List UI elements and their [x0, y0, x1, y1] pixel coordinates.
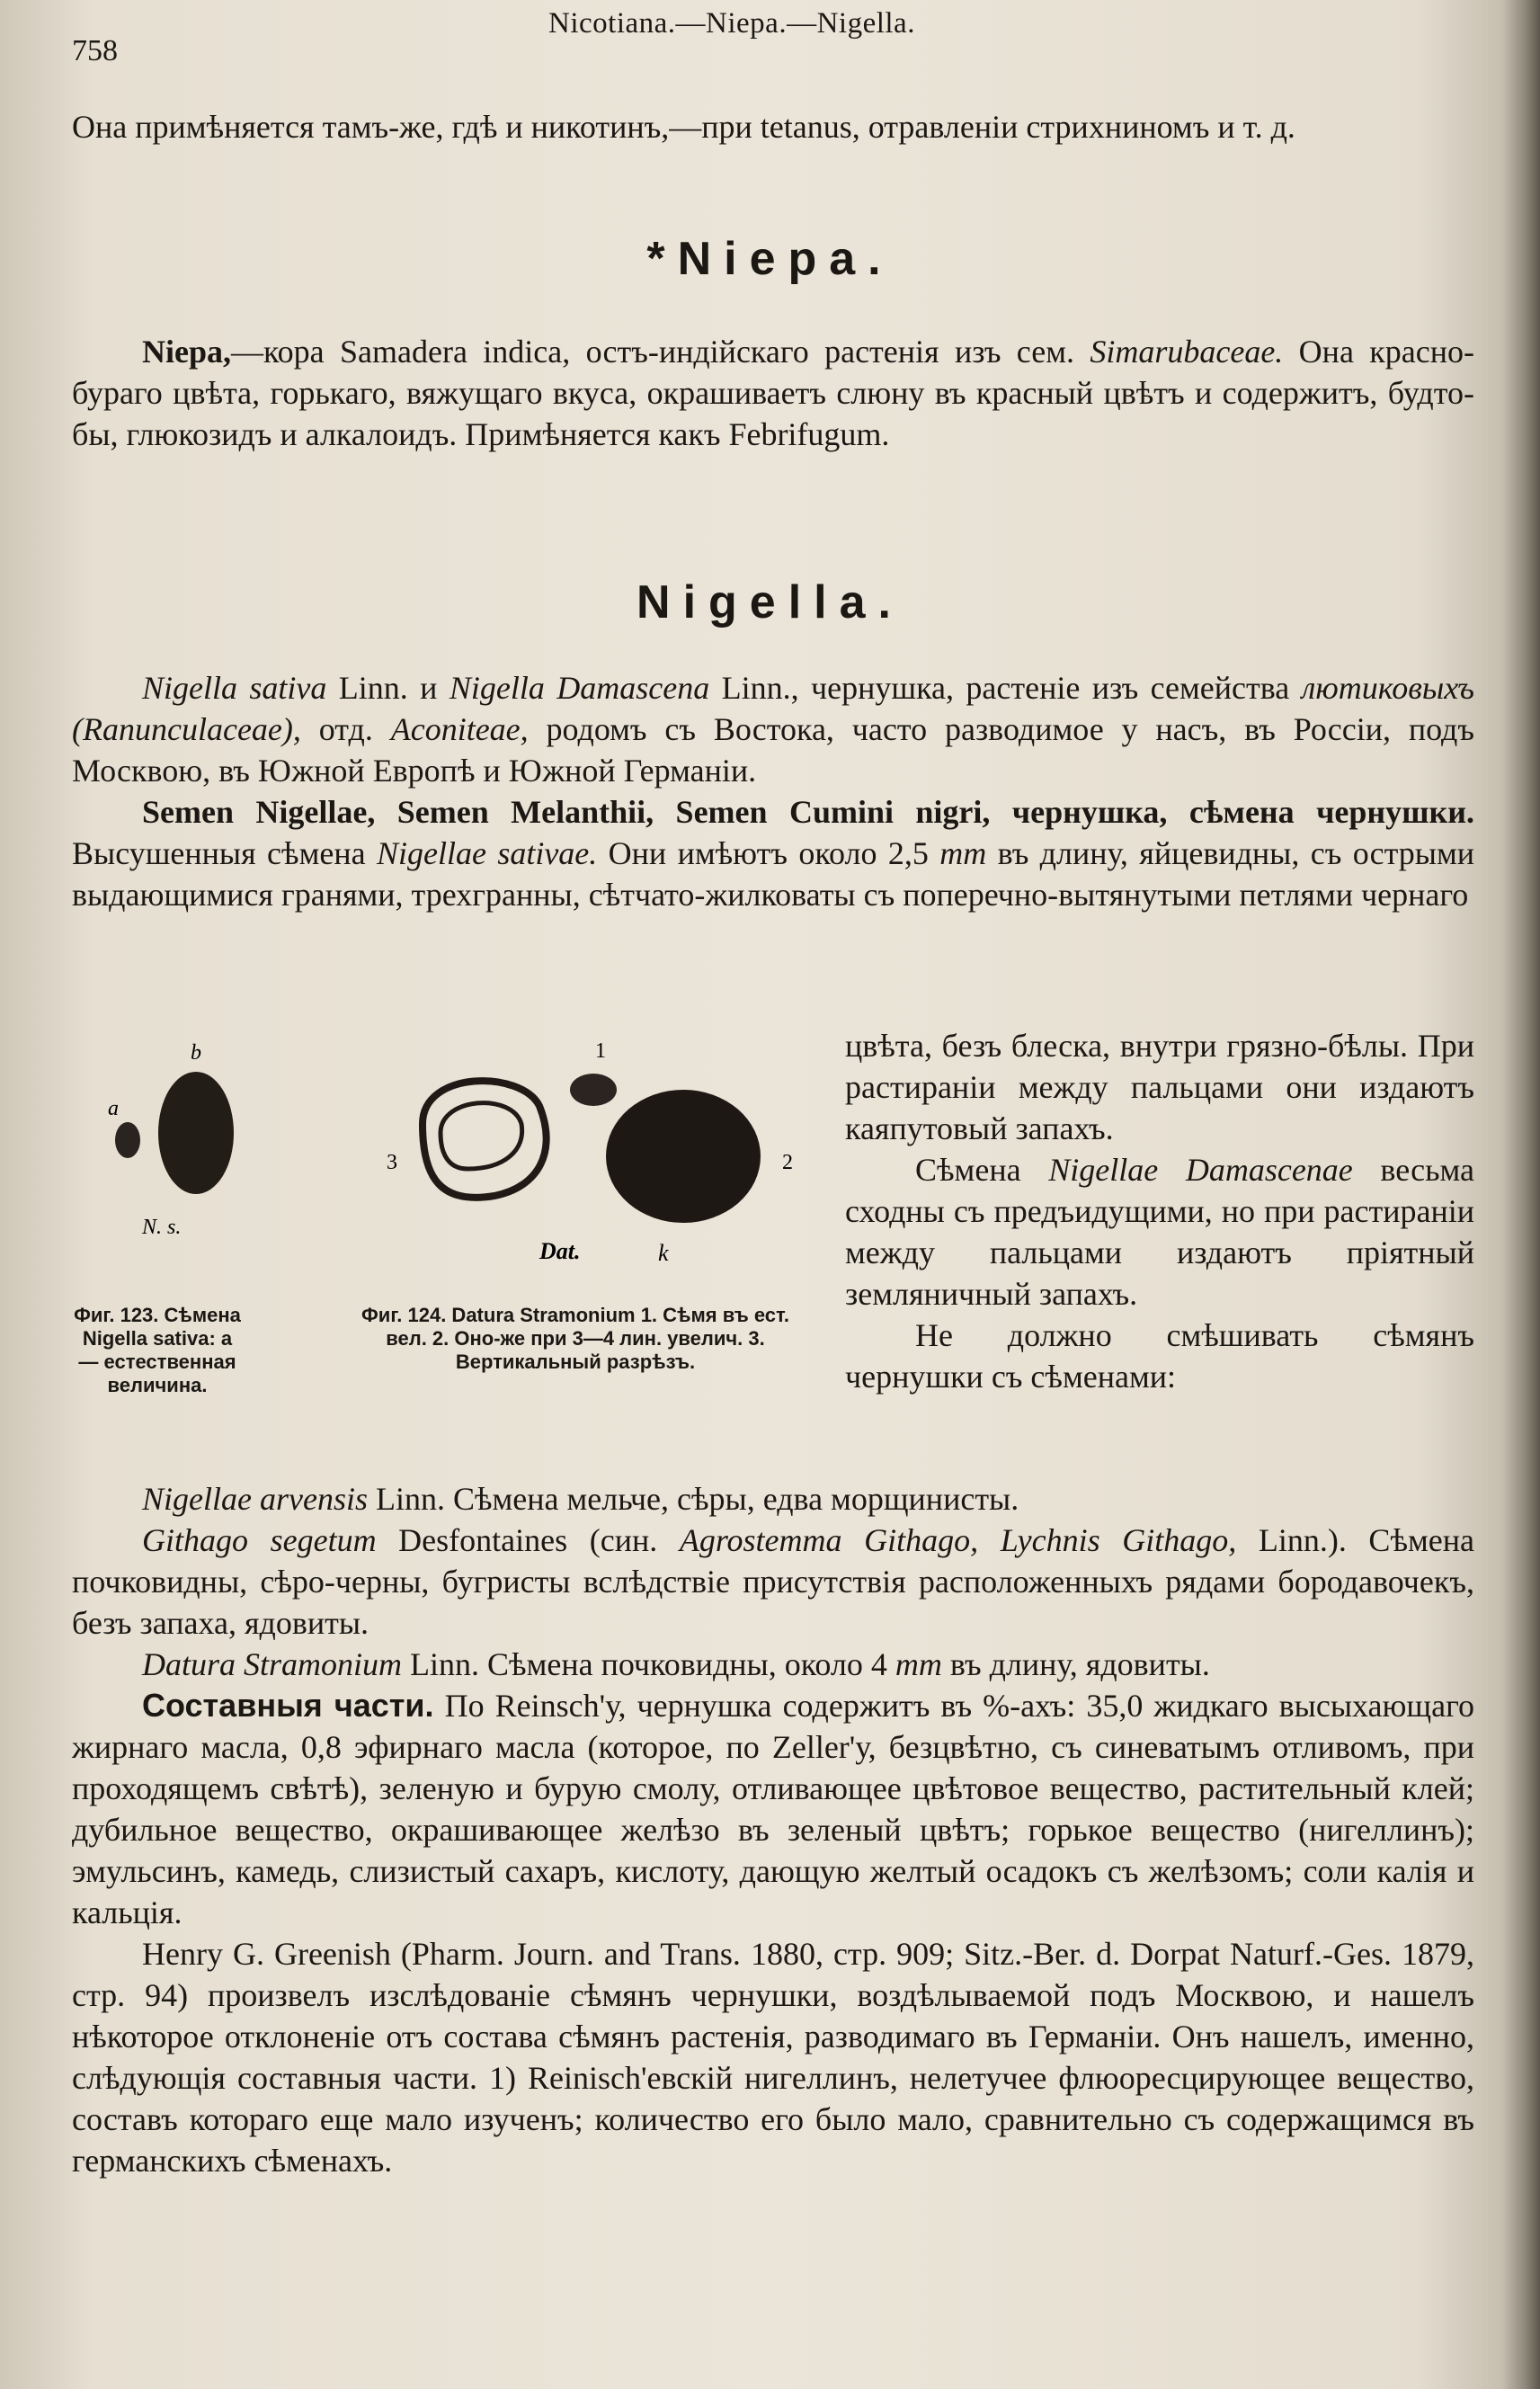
niepa-text-2: Она красно-бураго цвѣта, горькаго, вяжущаго вкуса, окрашиваетъ слюну въ красный цвѣтъ и содержитъ, будто-бы, глюкозидъ и алкалоидъ. Примѣняется какъ Febrifugum.	[72, 334, 1474, 452]
p1-t2: Linn., чернушка, растеніе изъ семейства	[709, 670, 1302, 706]
species-datura-stramonium: Datura Stramonium	[142, 1646, 403, 1682]
niepa-text-1: —кора Samadera indica, остъ-индійскаго растенія изъ сем.	[231, 334, 1090, 370]
right-c2	[845, 1149, 1474, 1315]
tribe-aconiteae: Aconiteae,	[390, 711, 529, 747]
seed-magnified	[606, 1090, 761, 1223]
c2-t2: весьма сходны съ предъидущими, но при растираніи между пальцами издаютъ пріятный земляничный запахъ.	[845, 1152, 1474, 1312]
label-1: 1	[595, 1039, 606, 1063]
heading-niepa: *Niepa.	[646, 233, 894, 285]
intro-text: Она примѣняется тамъ-же, гдѣ и никотинъ,—при tetanus, отравленіи стрихниномъ и т. д.	[72, 109, 1295, 145]
species-nigella-sativa: Nigella sativa	[142, 670, 327, 706]
niepa-family: Simarubaceae.	[1090, 334, 1284, 370]
label-2: 2	[782, 1151, 793, 1174]
nigella-p2	[72, 791, 1474, 915]
species-nigellae-sativae: Nigellae sativae.	[376, 835, 598, 871]
right-column	[845, 1025, 1474, 1397]
p2-t2: Они имѣютъ около 2,5	[597, 835, 940, 871]
greenish-paragraph: Henry G. Greenish (Pharm. Journ. and Trans. 1880, стр. 909; Sitz.-Ber. d. Dorpat Naturf.-Ges. 1879, стр. 94) произвелъ изслѣдованіе сѣмянъ чернушки, воздѣлываемой подъ Москвою, и нашелъ нѣкоторое отклоненіе отъ состава сѣмянъ растенія, разводимаго въ Германіи. Онъ нашелъ, именно, слѣдующія составныя части. 1) Reinisch'евскій нигеллинъ, нелетучее флюоресцирующее вещество, составъ котораго еще мало изученъ; количество его было мало, сравнительно съ содержащимся въ германскихъ сѣменахъ.	[72, 1936, 1474, 2179]
species-nigellae-damascenae: Nigellae Damascenae	[1048, 1152, 1353, 1188]
figures-block	[72, 1034, 827, 1439]
running-title: Nicotiana.—Niepa.—Nigella.	[548, 7, 915, 40]
a2-t1: Desfontaines (син.	[376, 1522, 680, 1558]
page-number: 758	[72, 34, 118, 67]
drug-names: Semen Nigellae, Semen Melanthii, Semen Cumini nigri, чернушка, сѣмена чернушки.	[142, 794, 1474, 830]
p2-t1: Высушенныя сѣмена	[72, 835, 377, 871]
constituents-label: Составныя части.	[142, 1687, 434, 1724]
fig124-caption: Фиг. 124. Datura Stramonium 1. Сѣмя въ ест. вел. 2. Оно-же при 3—4 лин. увелич. 3. Вертикальный разрѣзъ.	[361, 1304, 789, 1373]
book-gutter-shadow	[1502, 0, 1540, 2389]
synonyms-agrostemma: Agrostemma Githago, Lychnis Githago,	[679, 1522, 1237, 1558]
adulterant-1	[72, 1478, 1474, 1520]
heading-nigella: Nigella.	[636, 576, 904, 628]
right-c1: цвѣта, безъ блеска, внутри грязно-бѣлы. При растираніи между пальцами они издаютъ каяпутовый запахъ.	[845, 1028, 1474, 1146]
constituents-paragraph	[72, 1685, 1474, 1933]
unit-mm: mm	[939, 835, 987, 871]
seed-natural-size	[570, 1074, 617, 1106]
seed-b-shape	[158, 1072, 234, 1194]
label-3: 3	[387, 1151, 397, 1174]
label-a: a	[108, 1097, 119, 1120]
niepa-lead: Niepa,	[142, 334, 231, 370]
right-c3: Не должно смѣшивать сѣмянъ чернушки съ сѣменами:	[845, 1317, 1474, 1395]
p1-t3: отд.	[300, 711, 391, 747]
c2-t1: Сѣмена	[915, 1152, 1049, 1188]
label-k: k	[658, 1240, 669, 1266]
nigella-p1	[72, 667, 1474, 791]
running-head	[0, 4, 1540, 67]
label-b: b	[191, 1041, 201, 1065]
p2-t3: въ длину, яйцевидны, съ острыми выдающимися гранями, трехгранны, сѣтчато-жилковаты съ поперечно-вытянутыми петлями чернаго	[72, 835, 1474, 913]
a1-text: Linn. Сѣмена мельче, сѣры, едва морщинисты.	[367, 1481, 1019, 1517]
family-ranunculaceae: лютиковыхъ (Ranunculaceae),	[72, 670, 1474, 747]
seed-section-embryo	[441, 1103, 522, 1169]
fig123-caption: Фиг. 123. Сѣмена Nigella sativa: a — естественная величина.	[74, 1304, 241, 1396]
a3-t1: Linn. Сѣмена почковидны, около 4	[402, 1646, 895, 1682]
a3-t2: въ длину, ядовиты.	[941, 1646, 1210, 1682]
intro-paragraph	[72, 106, 1474, 147]
nigella-paragraphs	[72, 667, 1474, 915]
adulterants-and-constituents	[72, 1478, 1474, 2181]
species-githago-segetum: Githago segetum	[142, 1522, 377, 1558]
p1-t4: родомъ съ Востока, часто разводимое у насъ, въ Россіи, подъ Москвою, въ Южной Европѣ и Южной Германіи.	[72, 711, 1474, 789]
unit-mm-2: mm	[895, 1646, 942, 1682]
niepa-paragraph	[72, 331, 1474, 455]
constituents-text: По Reinsch'у, чернушка содержитъ въ %-ахъ: 35,0 жидкаго высыхающаго жирнаго масла, 0,8 эфирнаго масла (которое, по Zeller'у, безцвѣтно, съ синеватымъ отливомъ, при проходящемъ свѣтѣ), зеленую и бурую смолу, отливающее цвѣтовое вещество, растительный клей; дубильное вещество, окрашивающее желѣзо въ зеленый цвѣтъ; горькое вещество (нигеллинъ); эмульсинъ, камедь, слизистый сахаръ, кислоту, дающую желтый осадокъ съ желѣзомъ; соли калія и кальція.	[72, 1688, 1474, 1930]
label-dat: Dat.	[539, 1238, 581, 1264]
fig123-drawing	[108, 1041, 234, 1239]
adulterant-2	[72, 1520, 1474, 1644]
a2-t2: Linn.). Сѣмена почковидны, сѣро-черны, бугристы вслѣдствіе присутствія расположенныхъ рядами бородавочекъ, безъ запаха, ядовиты.	[72, 1522, 1474, 1641]
seed-a-shape	[115, 1122, 140, 1158]
fig124-drawing	[387, 1039, 793, 1266]
adulterant-3	[72, 1644, 1474, 1685]
species-nigellae-arvensis: Nigellae arvensis	[142, 1481, 368, 1517]
seed-illustrations	[72, 1034, 827, 1304]
p1-t1: Linn. и	[326, 670, 450, 706]
label-ns: N. s.	[142, 1216, 182, 1239]
species-nigella-damascena: Nigella Damascena	[449, 670, 710, 706]
niepa-text	[72, 331, 1474, 455]
